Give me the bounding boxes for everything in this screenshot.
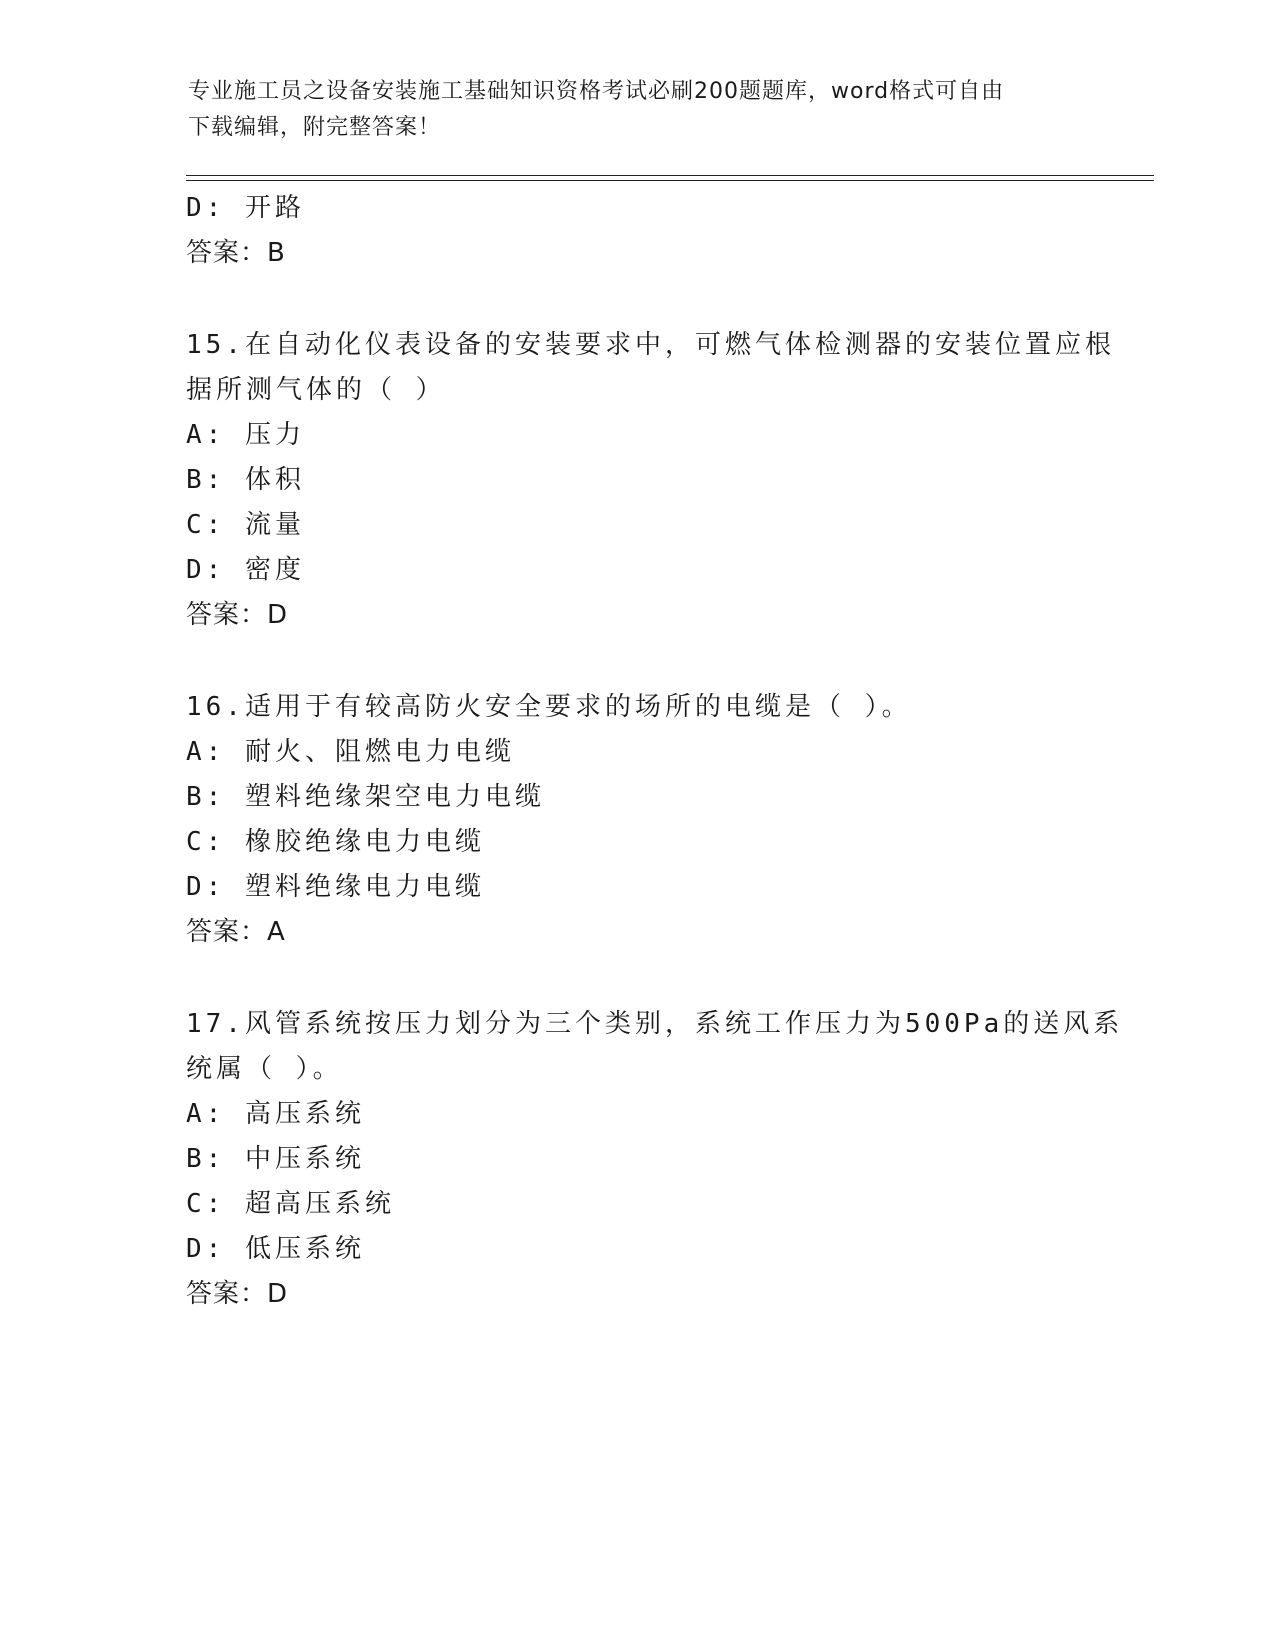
question-list [186, 186, 1124, 1317]
answer-line: 答案：D [186, 600, 289, 630]
question-17 [186, 1002, 1124, 1317]
option-b: B: 中压系统 [186, 1144, 365, 1174]
option-a: A: 高压系统 [186, 1099, 365, 1129]
option-d: D: 塑料绝缘电力电缆 [186, 872, 485, 902]
option-d: D: 低压系统 [186, 1234, 365, 1264]
header-line-2: 下载编辑，附完整答案！ [188, 115, 442, 140]
option-a: A: 耐火、阻燃电力电缆 [186, 737, 515, 767]
question-stem-line-1: 16.适用于有较高防火安全要求的场所的电缆是（ ）。 [186, 692, 912, 722]
header-divider-bottom [186, 180, 1154, 181]
question-15 [186, 323, 1115, 638]
question-stem-line-2: 统属（ ）。 [186, 1054, 343, 1084]
previous-question-tail [186, 186, 1086, 276]
option-b: B: 塑料绝缘架空电力电缆 [186, 782, 545, 812]
document-header [188, 74, 1068, 146]
answer-line: 答案：A [186, 917, 286, 947]
header-line-1: 专业施工员之设备安装施工基础知识资格考试必刷200题题库，word格式可自由 [188, 79, 1005, 104]
option-a: A: 压力 [186, 420, 305, 450]
question-stem-line-1: 15.在自动化仪表设备的安装要求中，可燃气体检测器的安装位置应根 [186, 330, 1115, 360]
answer-line: 答案：D [186, 1279, 289, 1309]
option-c: C: 超高压系统 [186, 1189, 395, 1219]
header-divider-top [186, 175, 1154, 176]
question-16 [186, 685, 1086, 955]
option-d: D: 开路 [186, 193, 305, 223]
question-stem-line-1: 17.风管系统按压力划分为三个类别，系统工作压力为500Pa的送风系 [186, 1009, 1124, 1039]
option-d: D: 密度 [186, 555, 305, 585]
question-stem-line-2: 据所测气体的（ ） [186, 375, 446, 405]
option-b: B: 体积 [186, 465, 305, 495]
option-c: C: 流量 [186, 510, 305, 540]
option-c: C: 橡胶绝缘电力电缆 [186, 827, 485, 857]
answer-line: 答案：B [186, 238, 286, 268]
